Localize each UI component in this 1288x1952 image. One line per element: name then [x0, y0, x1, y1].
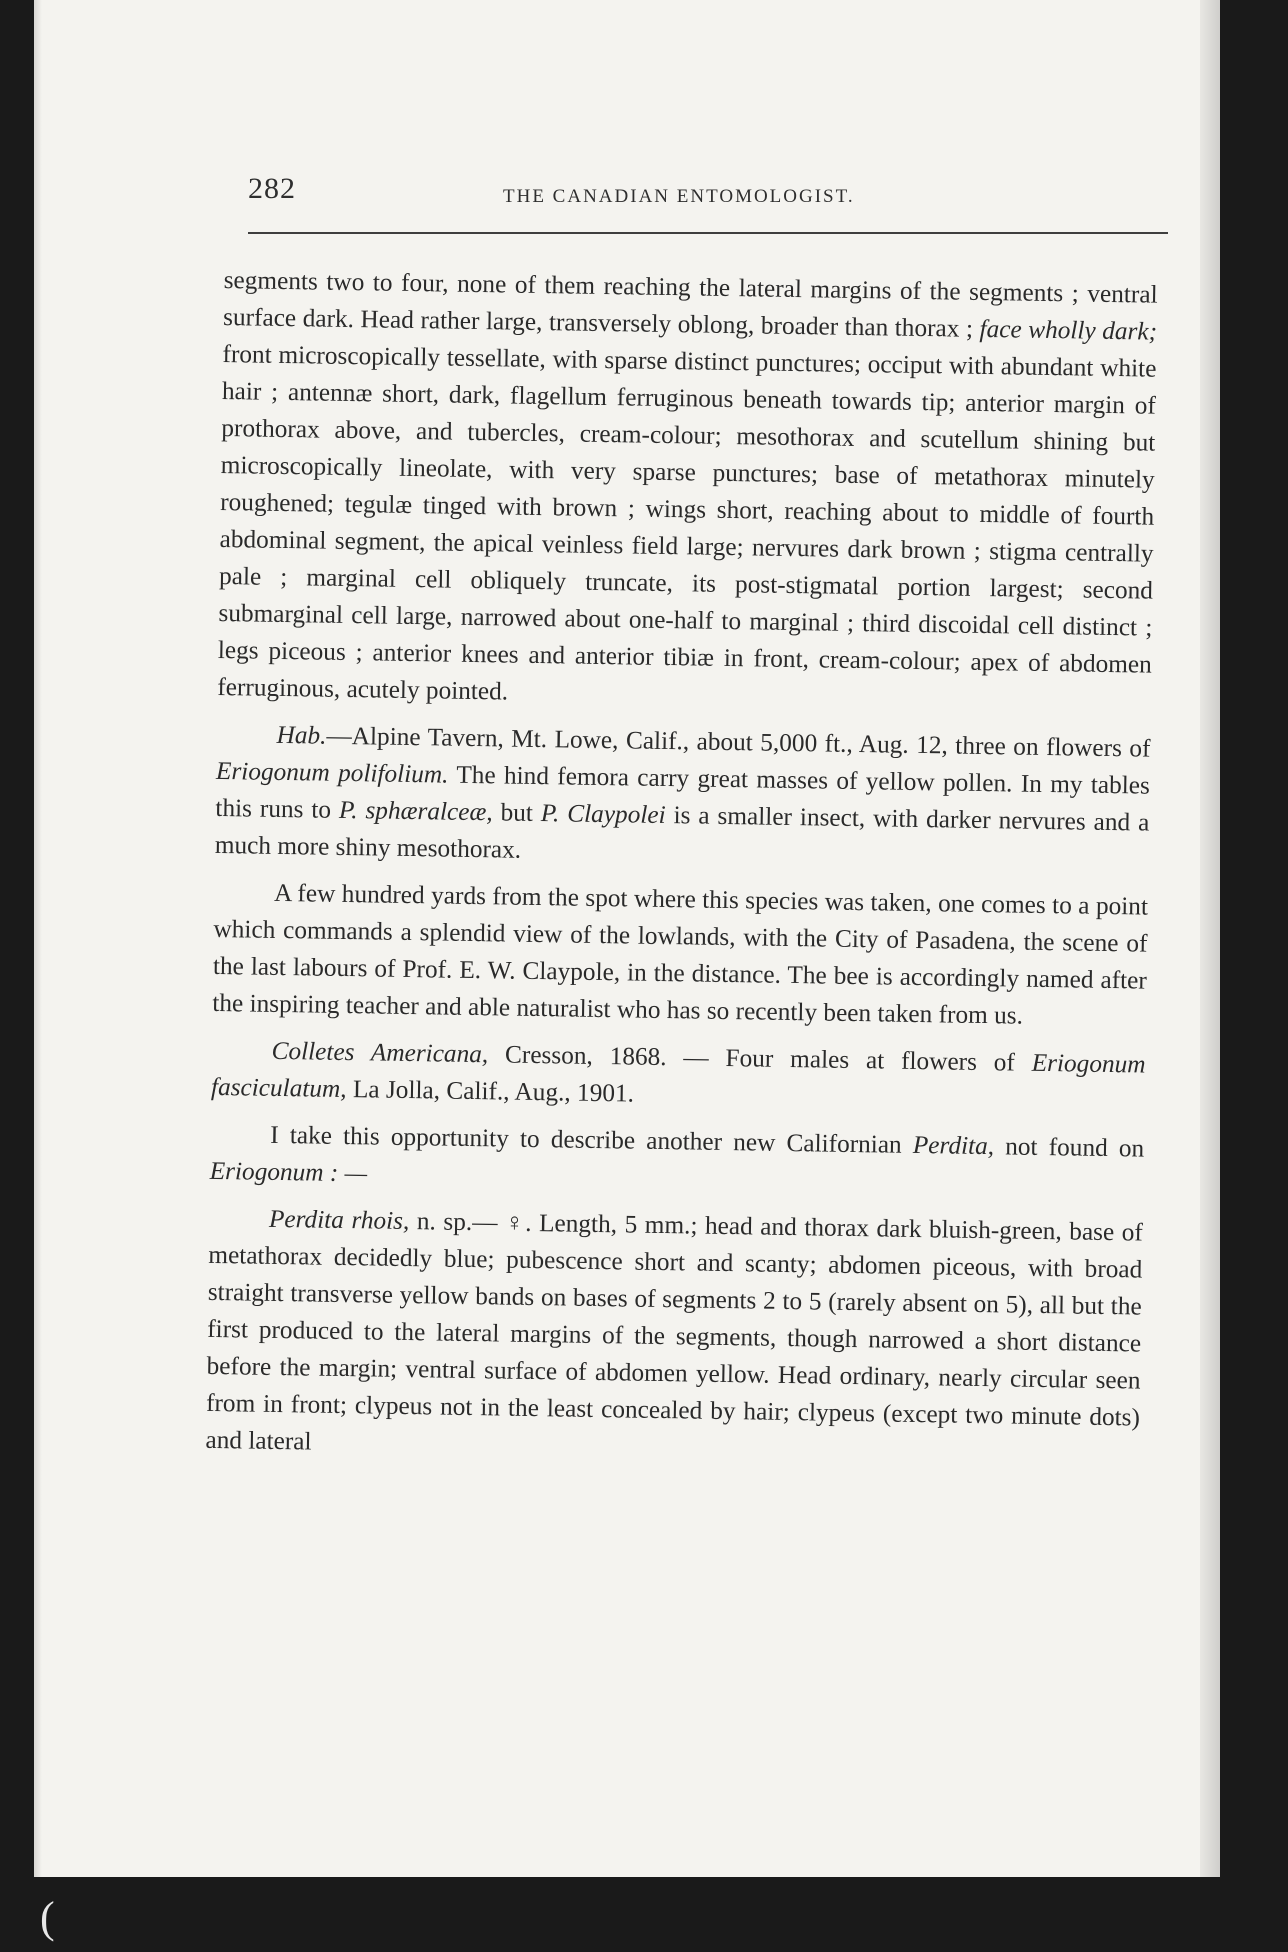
paragraph-habitat: Hab.—Alpine Tavern, Mt. Lowe, Calif., about 5,000 ft., Aug. 12, three on flowers of Eriogonum polifolium. The hind femora carry great masses of yellow pollen. In my tables this runs to P. sphæralceæ, but P. Claypolei is a smaller insect, with darker nervures and a much more shiny mesothorax.	[214, 720, 1151, 864]
book-page	[34, 0, 1220, 1952]
page-gutter-shadow	[34, 0, 42, 1952]
body-text	[205, 262, 1158, 1474]
running-title: THE CANADIAN ENTOMOLOGIST.	[503, 186, 855, 207]
scan-bottom-band	[34, 1877, 1220, 1952]
page-number: 282	[248, 172, 296, 205]
paragraph-dedication: A few hundred yards from the spot where this species was taken, one comes to a point which commands a splendid view of the lowlands, with the City of Pasadena, the scene of the last labours of Prof. E. W. Claypole, in the distance. The bee is accordingly named after the inspiring teacher and able naturalist who has so recently been taken from us.	[212, 878, 1149, 1030]
paragraph-intro: I take this opportunity to describe another new Californian Perdita, not found on Eriogonum : —	[209, 1120, 1145, 1188]
scan-edge-mark: (	[40, 1893, 55, 1942]
page-edge-shadow	[1200, 0, 1220, 1952]
paragraph-perdita-rhois: Perdita rhois, n. sp.— ♀. Length, 5 mm.; head and thorax dark bluish-green, base of metathorax decidedly blue; pubescence short and scanty; abdomen piceous, with broad straight transverse yellow bands on bases of segments 2 to 5 (rarely absent on 5), all but the first produced to the lateral margins of the segments, though narrowed a short distance before the margin; ventral surface of abdomen yellow. Head ordinary, nearly circular seen from in front; clypeus not in the least concealed by hair; clypeus (except two minute dots) and lateral	[205, 1204, 1144, 1456]
paragraph-description: segments two to four, none of them reaching the lateral margins of the segments ; ventral surface dark. Head rather large, transversely oblong, broader than thorax ; face wholly dark; front microscopically tessellate, with sparse distinct punctures; occiput with abundant white hair ; antennæ short, dark, flagellum ferruginous beneath towards tip; anterior margin of prothorax above, and tubercles, cream-colour; mesothorax and scutellum shining but microscopically lineolate, with very sparse punctures; base of metathorax minutely roughened; tegulæ tinged with brown ; wings short, reaching about to middle of fourth abdominal segment, the apical veinless field large; nervures dark brown ; stigma centrally pale ; marginal cell obliquely truncate, its post-stigmatal portion largest; second submarginal cell large, narrowed about one-half to marginal ; third discoidal cell distinct ; legs piceous ; anterior knees and anterior tibiæ in front, cream-colour; apex of abdomen ferruginous, acutely pointed.	[217, 265, 1158, 706]
header-rule	[248, 232, 1168, 234]
page-header	[248, 172, 1168, 226]
paragraph-colletes: Colletes Americana, Cresson, 1868. — Four males at flowers of Eriogonum fasciculatum, La Jolla, Calif., Aug., 1901.	[210, 1036, 1146, 1108]
